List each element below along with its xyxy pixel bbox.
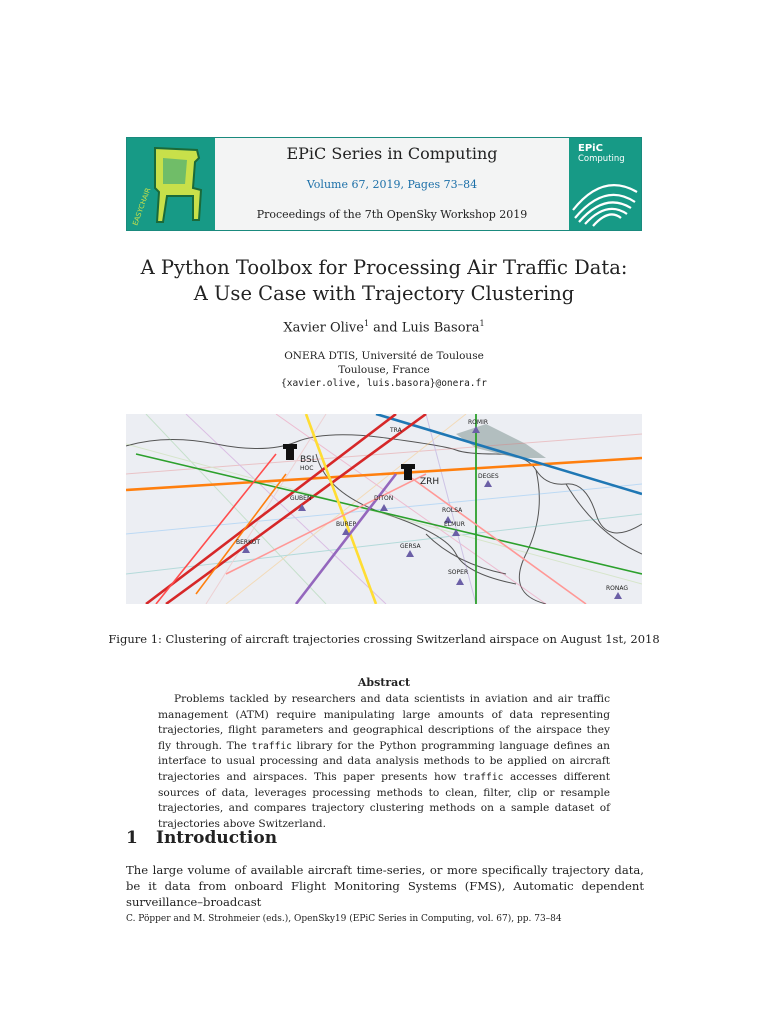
author-basora: Luis Basora [401,320,480,336]
affiliation-mark: 1 [363,319,370,328]
section-title: Introduction [156,828,278,848]
trajectory-map [126,414,642,604]
author-emails: {xavier.olive, luis.basora}@onera.fr [281,378,487,389]
country-border [126,435,642,533]
fingerprint-icon [569,138,641,230]
navaid-markers [242,426,622,599]
map-label: GERSA [400,543,421,550]
country-border [566,484,642,554]
author-line [60,319,708,335]
affiliation-institution: ONERA DTIS, Université de Toulouse [284,350,484,362]
abstract-body [158,692,610,832]
badge-subtitle: Computing [578,153,625,164]
map-label: GUBEN [290,495,312,502]
map-label: ROMIR [468,419,489,426]
affiliation-city: Toulouse, France [338,364,430,376]
map-label: TRA [390,427,402,434]
map-label: HOC [300,465,314,472]
map-label: ZRH [420,477,440,487]
map-label: DITON [374,495,394,502]
map-label: SOPER [448,569,469,576]
map-label: BSL [300,455,317,465]
code-term: traffic [462,771,504,783]
epic-computing-logo [569,138,641,230]
section-number: 1 [126,828,138,848]
paper-title-line2: A Use Case with Trajectory Clustering [193,282,575,305]
author-olive: Xavier Olive [283,320,364,336]
figure-caption: Figure 1: Clustering of aircraft trajectories crossing Switzerland airspace on August 1st, 2018 [108,632,660,646]
volume-link[interactable]: Volume 67, 2019, Pages 73–84 [306,178,478,191]
abstract-text-part: Problems tackled by researchers and data scientists in aviation and air traffic management (ATM) require manipulating large amounts of data representing trajectories, flight parameters and geographical descriptions of the airspace they fly through. The [158,693,610,752]
map-label: BUREP [336,521,357,528]
abstract-text-part: library for the Python programming language defines an interface to usual processing and data analysis methods to be applied on aircraft trajectories and airspaces. This paper presents how [158,739,610,783]
series-title: EPiC Series in Computing [286,144,498,163]
chair-logo-graphic [127,138,215,230]
author-separator: and [369,320,402,336]
country-border [519,470,546,604]
page-footer: C. Pöpper and M. Strohmeier (eds.), OpenSky19 (EPiC Series in Computing, vol. 67), pp. 73–84 [126,914,562,924]
abstract-text-part: accesses different sources of data, leverages processing methods to clean, filter, clip or resample trajectories, and compares trajectory clustering methods on a sample dataset of trajectories above Switzerland. [158,770,610,830]
svg-text:EASYCHAIR: EASYCHAIR [131,186,153,227]
proceedings-line: Proceedings of the 7th OpenSky Workshop 2019 [256,208,528,221]
series-banner [126,137,642,231]
intro-paragraph: The large volume of available aircraft time-series, or more specifically trajectory data, be it data from onboard Flight Monitoring Systems (FMS), Automatic dependent surveillance–broadcast [126,863,644,909]
paper-title-line1: A Python Toolbox for Processing Air Traffic Data: [140,256,628,279]
airport-icon [283,444,297,460]
badge-title: EPiC [578,143,603,154]
chair-logo [127,138,215,230]
map-label: DEGES [478,473,499,480]
map-label: ELMUR [444,521,465,528]
abstract-heading: Abstract [357,676,411,689]
trajectory-map-figure [126,414,642,604]
affiliation-mark: 1 [479,319,485,328]
paper-title [60,255,708,307]
map-label: ROLSA [442,507,463,514]
map-label: RONAG [606,585,629,592]
code-term: traffic [251,740,292,752]
map-label: BERKOT [236,539,261,546]
